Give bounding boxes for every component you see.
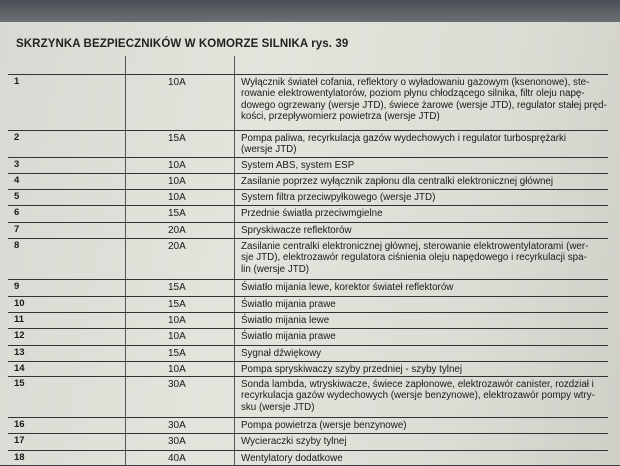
fuse-number: 5 xyxy=(14,191,20,202)
fuse-row xyxy=(8,450,608,466)
fuse-description-line: recyrkulacja gazów wydechowych (wersje benzynowe), elektrozawór pompy wtry- xyxy=(241,390,595,402)
fuse-amperage: 10A xyxy=(168,77,186,88)
fuse-description-line: Pompa spryskiwaczy szyby przedniej - szyby tylnej xyxy=(241,364,463,375)
fuse-description xyxy=(241,241,601,275)
fuse-description-line: Sygnał dźwiękowy xyxy=(241,348,322,359)
fuse-description xyxy=(241,160,601,171)
fuse-description-line: Wyłącznik świateł cofania, reflektory o wyładowaniu gazowym (ksenonowe), ste- xyxy=(241,77,590,88)
fuse-amperage: 15A xyxy=(168,282,186,293)
fuse-row xyxy=(8,328,608,346)
fuse-description xyxy=(241,77,607,122)
fuse-amperage: 20A xyxy=(168,225,186,236)
fuse-description-line: Światło mijania lewe, korektor świateł reflektorów xyxy=(241,282,454,293)
fuse-description xyxy=(241,331,601,342)
fuse-number: 11 xyxy=(14,314,25,325)
fuse-amperage: 10A xyxy=(168,364,186,375)
fuse-amperage: 15A xyxy=(168,299,186,310)
fuse-description xyxy=(241,282,601,293)
fuse-table xyxy=(8,56,608,465)
fuse-row xyxy=(8,189,608,206)
fuse-amperage: 15A xyxy=(168,208,186,219)
fuse-number: 12 xyxy=(14,330,25,341)
fuse-row xyxy=(8,345,608,362)
fuse-number: 7 xyxy=(14,224,20,235)
fuse-number: 4 xyxy=(14,175,20,186)
fuse-description-line: Światło mijania prawe xyxy=(241,299,336,310)
fuse-number: 3 xyxy=(14,159,20,170)
fuse-number: 8 xyxy=(14,240,20,251)
fuse-description-line: Zasilanie centralki elektronicznej głównej, sterowanie elektrowentylatorami (wer- xyxy=(241,241,589,252)
fuse-description-line: sku (wersje JTD) xyxy=(241,401,315,413)
fuse-description xyxy=(241,192,601,203)
fuse-row xyxy=(8,433,608,451)
fuse-number: 9 xyxy=(14,281,20,292)
fuse-description-line: Pompa powietrza (wersje benzynowe) xyxy=(241,420,407,431)
fuse-amperage: 10A xyxy=(168,192,186,203)
fuse-description-line: (wersje JTD) xyxy=(241,144,297,156)
fuse-amperage: 40A xyxy=(168,453,186,464)
fuse-number: 17 xyxy=(14,435,25,446)
fuse-description xyxy=(241,208,601,219)
fuse-amperage: 10A xyxy=(168,315,186,326)
fuse-number: 6 xyxy=(14,207,20,218)
fuse-description xyxy=(241,225,601,236)
fuse-amperage: 15A xyxy=(168,133,186,144)
fuse-description xyxy=(241,299,601,310)
fuse-description-line: lin (wersje JTD) xyxy=(241,263,310,275)
fuse-description-line: Zasilanie poprzez wyłącznik zapłonu dla centralki elektronicznej głównej xyxy=(241,176,554,187)
fuse-amperage: 10A xyxy=(168,160,186,171)
fuse-row xyxy=(8,157,608,174)
fuse-row xyxy=(8,222,608,239)
fuse-number: 13 xyxy=(14,347,25,358)
fuse-description xyxy=(241,348,601,359)
fuse-row xyxy=(8,417,608,434)
fuse-description-line: Pompa paliwa, recyrkulacja gazów wydechowych i regulator turbosprężarki xyxy=(241,133,567,144)
fuse-description xyxy=(241,315,601,326)
fuse-description-line: System ABS, system ESP xyxy=(241,160,355,171)
fuse-description-line: kości, przepływomierz powietrza (wersje JTD) xyxy=(241,110,440,122)
fuse-description xyxy=(241,176,601,187)
fuse-row xyxy=(8,130,608,158)
page-title: SKRZYNKA BEZPIECZNIKÓW W KOMORZE SILNIKA rys. 39 xyxy=(16,38,349,50)
fuse-description xyxy=(241,436,601,447)
fuse-description xyxy=(241,133,601,156)
fuse-description-line: Światło mijania prawe xyxy=(241,331,336,342)
fuse-row xyxy=(8,312,608,329)
fuse-number: 2 xyxy=(14,132,20,143)
fuse-row xyxy=(8,173,608,190)
fuse-row xyxy=(8,279,608,297)
fuse-amperage: 30A xyxy=(168,436,186,447)
fuse-amperage: 10A xyxy=(168,331,186,342)
fuse-description-line: Przednie światła przeciwmgielne xyxy=(241,208,383,219)
fuse-row xyxy=(8,296,608,313)
fuse-number: 16 xyxy=(14,419,25,430)
fuse-number: 1 xyxy=(14,76,20,87)
fuse-description-line: Wentylatory dodatkowe xyxy=(241,453,343,464)
fuse-amperage: 30A xyxy=(168,379,186,390)
fuse-description xyxy=(241,364,601,375)
fuse-description-line: sje JTD), elektrozawór regulatora ciśnienia oleju napędowego i recyrkulacji spa- xyxy=(241,252,587,264)
fuse-row xyxy=(8,376,608,418)
fuse-amperage: 30A xyxy=(168,420,186,431)
fuse-number: 14 xyxy=(14,363,25,374)
fuse-description xyxy=(241,453,601,464)
fuse-row xyxy=(8,361,608,377)
fuse-description xyxy=(241,379,601,413)
fuse-number: 18 xyxy=(14,452,25,463)
fuse-description xyxy=(241,420,601,431)
fuse-number: 15 xyxy=(14,378,25,389)
fuse-amperage: 20A xyxy=(168,241,186,252)
document-page xyxy=(0,22,620,465)
fuse-amperage: 15A xyxy=(168,348,186,359)
fuse-description-line: Wycieraczki szyby tylnej xyxy=(241,436,347,447)
fuse-description-line: rowanie elektrowentylatorów, poziom płynu chłodzącego silnika, filtr oleju napę- xyxy=(241,88,585,100)
fuse-description-line: System filtra przeciwpyłkowego (wersje JTD) xyxy=(241,192,436,203)
fuse-row xyxy=(8,74,608,131)
fuse-amperage: 10A xyxy=(168,176,186,187)
fuse-number: 10 xyxy=(14,298,25,309)
fuse-description-line: Spryskiwacze reflektorów xyxy=(241,225,352,236)
fuse-row xyxy=(8,205,608,223)
fuse-description-line: Światło mijania lewe xyxy=(241,315,330,326)
fuse-description-line: dowego ogrzewany (wersje JTD), świece żarowe (wersje JTD), regulator stałej pręd- xyxy=(241,99,607,111)
fuse-row xyxy=(8,238,608,280)
fuse-description-line: Sonda lambda, wtryskiwacze, świece zapłonowe, elektrozawór canister, rozdział i xyxy=(241,379,594,390)
